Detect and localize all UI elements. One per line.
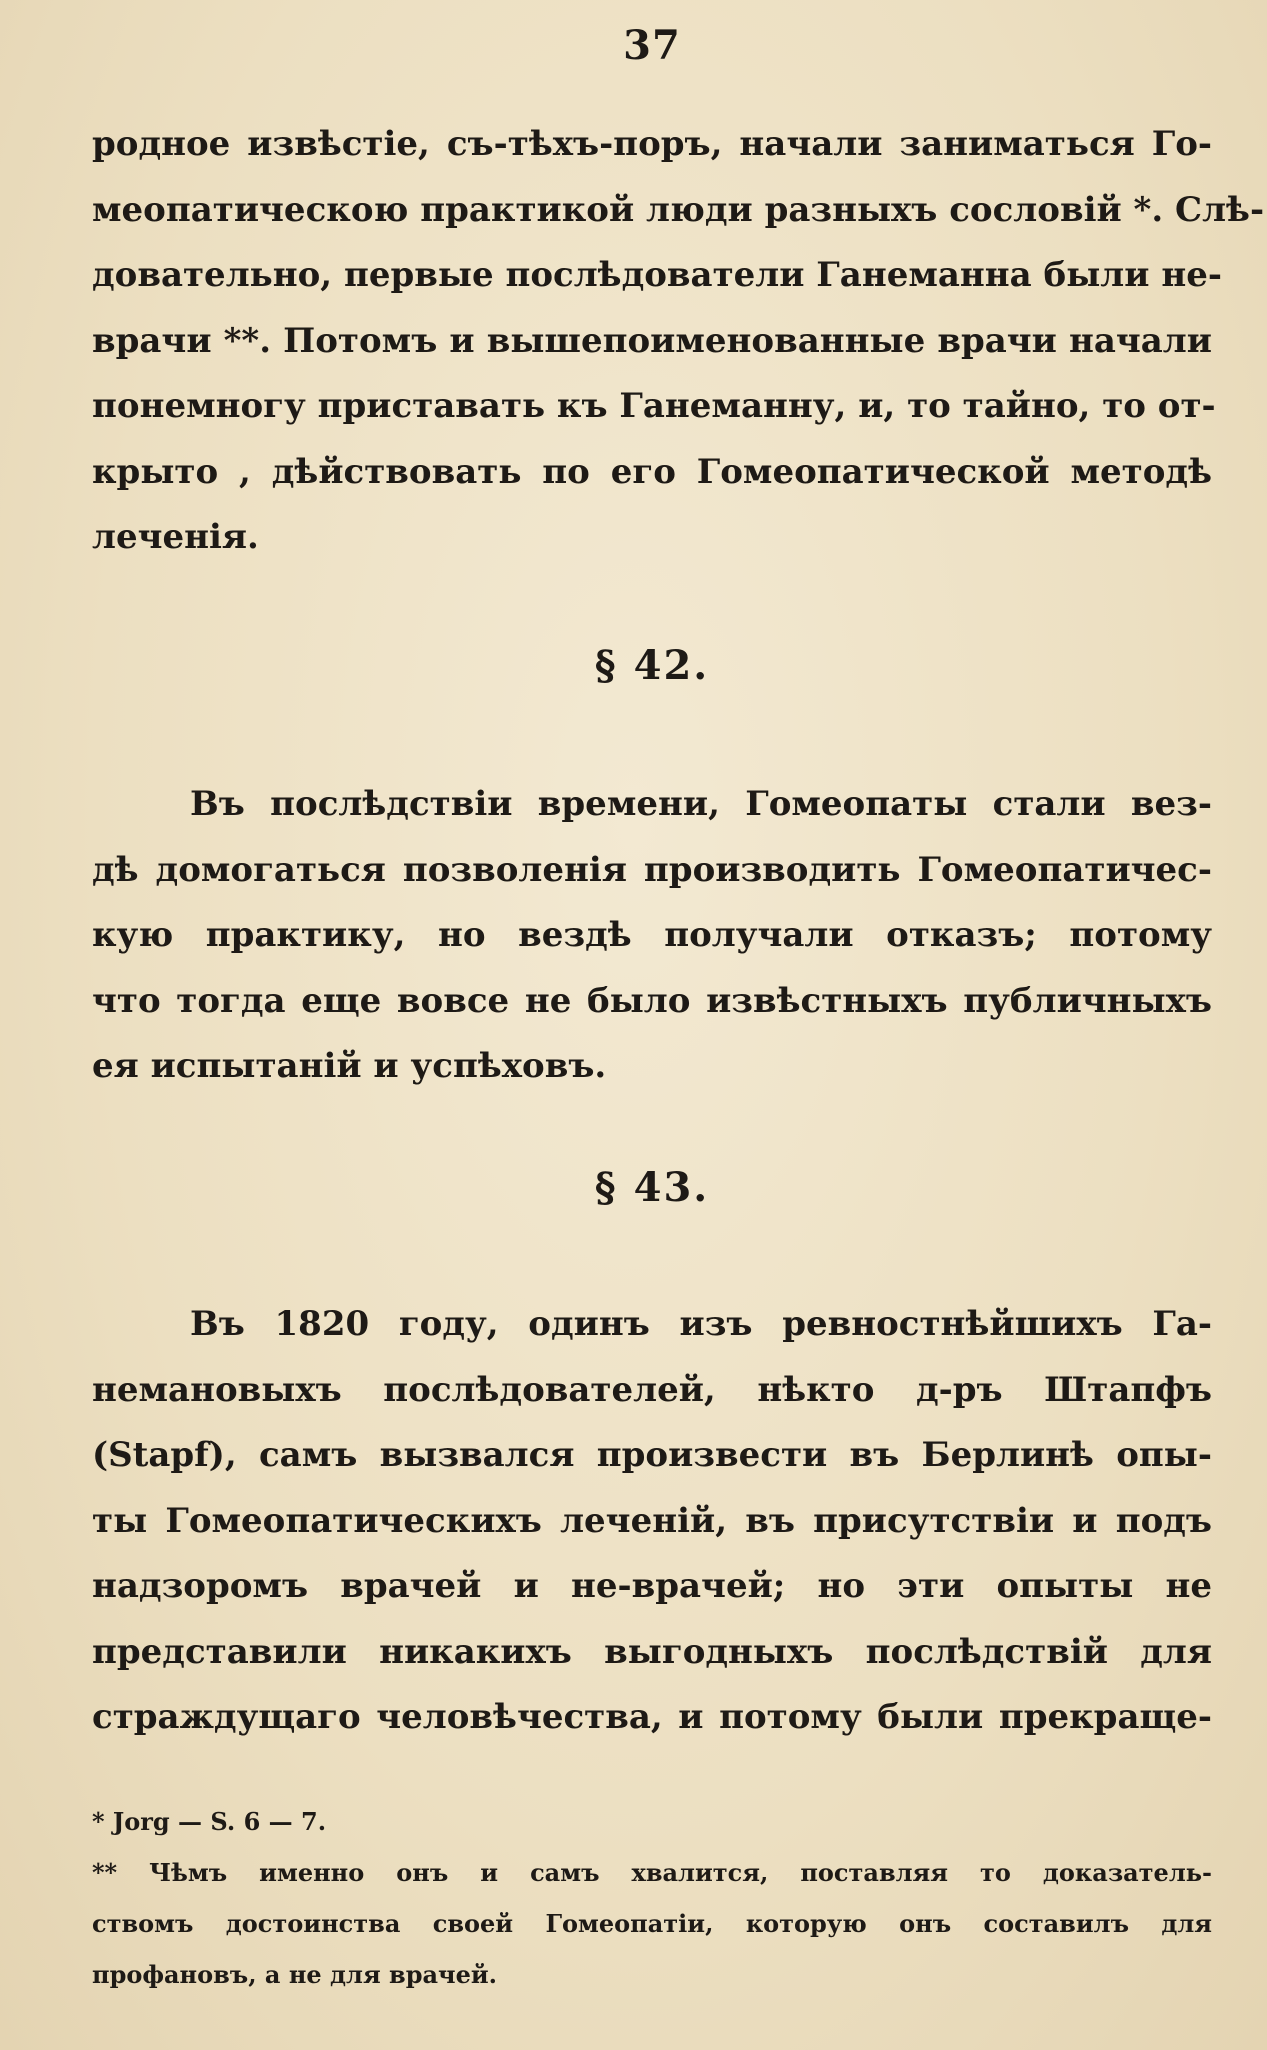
text-line: Въ послѣдствіи времени, Гомеопаты стали вез- (190, 784, 1212, 824)
text-line: что тогда еще вовсе не было извѣстныхъ публичныхъ (92, 980, 1212, 1021)
text-line: родное извѣстіе, съ-тѣхъ-поръ, начали заниматься Го- (92, 124, 1212, 164)
footnotes (92, 1796, 1212, 2000)
footnote-2-line: профановъ, а не для врачей. (92, 1960, 498, 1989)
text-line: (Stapf), самъ вызвался произвести въ Берлинѣ опы- (92, 1435, 1212, 1475)
footnote-2-line: ствомъ достоинства своей Гомеопатіи, которую онъ составилъ для (92, 1909, 1212, 1938)
paragraph-section-43 (92, 1292, 1212, 1751)
text-line: довательно, первые послѣдователи Ганеманна были не- (92, 255, 1222, 295)
text-line: ты Гомеопатическихъ леченій, въ присутствіи и подъ (92, 1500, 1212, 1541)
text-line: меопатическою практикой люди разныхъ сословій *. Слѣ- (92, 189, 1265, 230)
text-line: страждущаго человѣчества, и потому были прекраще- (92, 1697, 1212, 1737)
text-line: крыто , дѣйствовать по его Гомеопатической методѣ (92, 451, 1212, 492)
page-number: 37 (623, 22, 681, 69)
text-line: Въ 1820 году, одинъ изъ ревностнѣйшихъ Га- (190, 1304, 1212, 1344)
section-heading-42: § 42. (594, 642, 710, 689)
paragraph-intro (92, 112, 1265, 571)
book-page (92, 0, 1265, 2050)
footnote-1: * Jorg — S. 6 — 7. (92, 1807, 327, 1836)
text-line: надзоромъ врачей и не-врачей; но эти опыты не (92, 1566, 1212, 1606)
text-line: представили никакихъ выгодныхъ послѣдствій для (92, 1631, 1212, 1672)
text-line: кую практику, но вездѣ получали отказъ; потому (92, 915, 1212, 955)
footnote-2-line: ** Чѣмъ именно онъ и самъ хвалится, поставляя то доказатель- (92, 1858, 1212, 1887)
text-line: немановыхъ послѣдователей, нѣкто д-ръ Штапфъ (92, 1369, 1212, 1410)
section-heading-43: § 43. (594, 1164, 710, 1211)
text-line: дѣ домогаться позволенія производить Гомеопатичес- (92, 849, 1212, 890)
text-line: понемногу приставать къ Ганеманну, и, то тайно, то от- (92, 386, 1216, 426)
text-line: ея испытаній и успѣховъ. (92, 1046, 607, 1086)
text-line: леченія. (92, 517, 259, 557)
text-line: врачи **. Потомъ и вышепоименованные врачи начали (92, 320, 1212, 361)
paragraph-section-42 (92, 772, 1212, 1100)
